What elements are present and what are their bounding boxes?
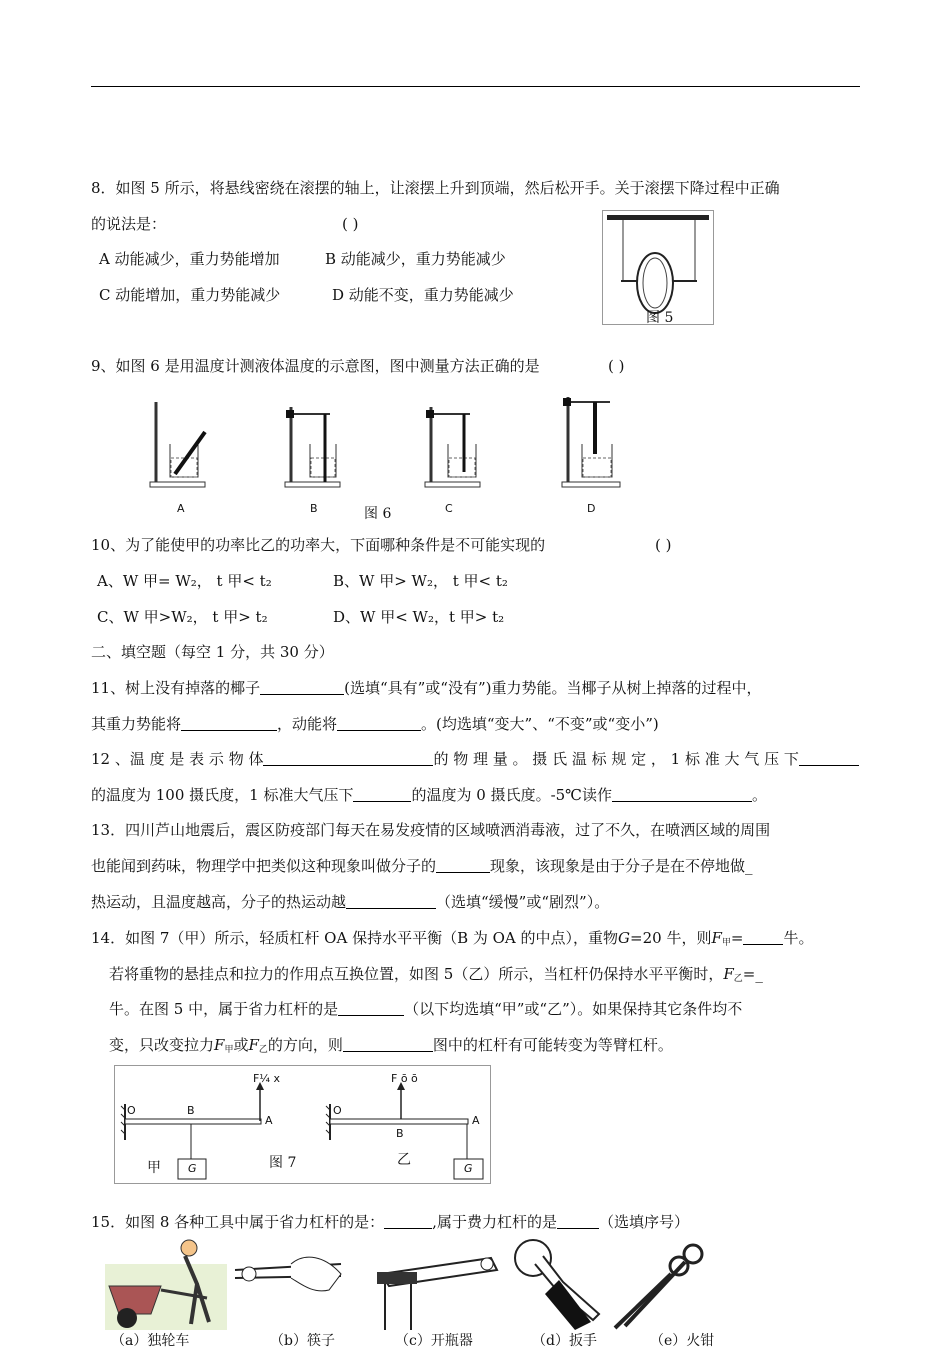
q8-line1: 8．如图 5 所示，将悬线密绕在滚摆的轴上，让滚摆上升到顶端，然后松开手。关于滚摆下降过程中正确: [91, 179, 780, 197]
left-point-o: O: [127, 1104, 136, 1117]
figure-5-caption: 图 5: [646, 310, 674, 326]
q9-answer-paren: ( ): [608, 357, 625, 375]
setup-b: [285, 407, 340, 487]
q12-line2: [91, 784, 767, 806]
lever-yi-label: 乙: [397, 1152, 411, 1168]
q15-blank-1[interactable]: [384, 1213, 432, 1229]
q14-blank-3[interactable]: [343, 1036, 433, 1052]
q10-option-a: A、W 甲= W₂， t 甲< t₂: [97, 572, 272, 590]
figure-7-levers: [114, 1065, 491, 1184]
chopsticks-icon: [235, 1257, 341, 1291]
q10-answer-paren: ( ): [655, 536, 672, 554]
q12-text-d: 的温度为 0 摄氏度。-5℃读作: [411, 786, 612, 804]
setup-a-label: A: [177, 502, 185, 515]
q11-blank-2[interactable]: [181, 715, 277, 731]
section-2-title: 二、填空题（每空 1 分，共 30 分）: [91, 643, 334, 661]
left-point-b: B: [187, 1104, 195, 1117]
thermometer-setups: [140, 392, 640, 492]
q13-text-a: 也能闻到药味，物理学中把类似这种现象叫做分子的: [91, 857, 437, 875]
q14-text-h: （以下均选填“甲”或“乙”）。如果保持其它条件均不: [404, 1000, 743, 1018]
setup-d-label: D: [587, 502, 596, 515]
q12-text-b: 的 物 理 量 。 摄 氏 温 标 规 定 ， 1 标 准 大 气 压 下: [433, 750, 799, 768]
q15-blank-2[interactable]: [557, 1213, 599, 1229]
q14-line3: [109, 998, 742, 1020]
q12-blank-1[interactable]: [263, 750, 433, 766]
left-force-label: F¼ x: [253, 1072, 280, 1085]
q14-force-symbol: F: [711, 929, 722, 947]
figure-7-caption: 图 7: [269, 1155, 297, 1171]
right-weight-g: G: [464, 1162, 473, 1175]
q14-sub-yi-2: 乙: [258, 1045, 268, 1055]
tongs-icon: [615, 1245, 702, 1328]
figure-5-roller-pendulum: [602, 210, 714, 325]
q15-text-b: ,属于费力杠杆的是: [432, 1213, 557, 1231]
q14-text-b: =20 牛，则: [630, 929, 712, 947]
q8-option-d: D 动能不变，重力势能减少: [332, 286, 514, 304]
q12-blank-3[interactable]: [353, 786, 411, 802]
tool-drawings: [105, 1234, 725, 1330]
right-point-o: O: [333, 1104, 342, 1117]
q15-line: [91, 1211, 689, 1233]
q14-text-i: 变，只改变拉力: [109, 1036, 215, 1054]
q13-text-c: 热运动，且温度越高，分子的热运动越: [91, 893, 347, 911]
left-weight-g: G: [188, 1162, 197, 1175]
setup-a: [150, 402, 205, 487]
q11-blank-1[interactable]: [260, 679, 344, 695]
q14-text-l: 图中的杠杆有可能转变为等臂杠杆。: [432, 1036, 673, 1054]
q12-line1: [91, 748, 859, 770]
q12-text-c: 的温度为 100 摄氏度，1 标准大气压下: [91, 786, 354, 804]
q15-text-c: （选填序号）: [598, 1213, 689, 1231]
q10-option-b: B、W 甲> W₂， t 甲< t₂: [333, 572, 508, 590]
q14-text-d: 牛。: [783, 929, 814, 947]
q9-line: 9、如图 6 是用温度计测液体温度的示意图，图中测量方法正确的是: [91, 357, 540, 375]
lever-jia-label: 甲: [147, 1160, 161, 1176]
bottle-opener-icon: [377, 1258, 497, 1330]
q11-blank-3[interactable]: [337, 715, 421, 731]
q14-text-k: 的方向，则: [267, 1036, 343, 1054]
q14-force-symbol-2: F: [723, 965, 734, 983]
q14-text-e: 若将重物的悬挂点和拉力的作用点互换位置，如图 5（乙）所示，当杠杆仍保持水平平衡时，: [109, 965, 724, 983]
q13-blank-2[interactable]: [346, 893, 436, 909]
q8-line2-text: 的说法是：: [91, 215, 167, 233]
right-force-label: F ō ō: [391, 1072, 418, 1085]
q10-option-c: C、W 甲>W₂， t 甲> t₂: [97, 608, 268, 626]
q14-text-c: =: [730, 929, 744, 947]
q11-text-a: 11、树上没有掉落的椰子: [91, 679, 261, 697]
q13-line2: [91, 855, 753, 877]
wrench-icon: [515, 1240, 599, 1330]
q14-text-g: 牛。在图 5 中，属于省力杠杆的是: [109, 1000, 339, 1018]
header-rule: [91, 86, 860, 87]
q11-text-d: ，动能将: [277, 715, 338, 733]
figure-6-thermometers: [140, 392, 640, 517]
left-point-a: A: [265, 1114, 273, 1127]
q14-text-f: =_: [742, 965, 763, 983]
q14-blank-1[interactable]: [743, 929, 783, 945]
q14-sub-jia-2: 甲: [224, 1045, 234, 1055]
right-point-b: B: [396, 1127, 404, 1140]
q10-option-d: D、W 甲< W₂，t 甲> t₂: [333, 608, 505, 626]
wheelbarrow-icon: [105, 1240, 227, 1330]
tool-caption-c: （c）开瓶器: [395, 1333, 473, 1349]
q11-line2: [91, 713, 659, 735]
q11-text-e: 。(均选填“变大”、“不变”或“变小”): [421, 715, 659, 733]
q11-text-b: (选填“具有”或“没有”)重力势能。当椰子从树上掉落的过程中，: [344, 679, 762, 697]
q14-sub-jia: 甲: [721, 938, 731, 948]
q14-blank-2[interactable]: [338, 1000, 404, 1016]
q10-line: 10、为了能使甲的功率比乙的功率大，下面哪种条件是不可能实现的: [91, 536, 546, 554]
q8-option-c: C 动能增加，重力势能减少: [99, 286, 281, 304]
q14-line4: [109, 1034, 673, 1061]
figure-8-tools: [105, 1234, 725, 1330]
tool-caption-b: （b）筷子: [270, 1333, 335, 1349]
q12-blank-2[interactable]: [799, 750, 859, 766]
setup-c-label: C: [445, 502, 453, 515]
q14-force-symbol-3: F: [214, 1036, 225, 1054]
q8-line2: [91, 213, 166, 235]
q15-text-a: 15．如图 8 各种工具中属于省力杠杆的是：: [91, 1213, 385, 1231]
q8-option-b: B 动能减少，重力势能减少: [325, 250, 506, 268]
q14-line1: [91, 927, 813, 954]
q14-weight-symbol: G: [618, 929, 631, 947]
tool-caption-d: （d）扳手: [532, 1333, 597, 1349]
q13-line1: 13．四川芦山地震后，震区防疫部门每天在易发疫情的区域喷洒消毒液，过了不久，在喷洒区域的周围: [91, 821, 771, 839]
setup-d: [562, 397, 620, 487]
q8-option-a: A 动能减少，重力势能增加: [99, 250, 280, 268]
q13-text-d: （选填“缓慢”或“剧烈”）。: [436, 893, 610, 911]
q14-text-a: 14．如图 7（甲）所示，轻质杠杆 OA 保持水平平衡（B 为 OA 的中点），重物: [91, 929, 619, 947]
lever-drawings: [115, 1066, 490, 1183]
q12-text-e: 。: [751, 786, 767, 804]
q11-line1: [91, 677, 761, 699]
q14-text-j: 或: [233, 1036, 249, 1054]
q11-text-c: 其重力势能将: [91, 715, 182, 733]
figure-6-caption: 图 6: [364, 506, 392, 522]
q14-force-symbol-4: F: [248, 1036, 259, 1054]
q12-text-a: 12 、温 度 是 表 示 物 体: [91, 750, 264, 768]
q14-sub-yi: 乙: [733, 974, 743, 984]
tool-caption-a: （a）独轮车: [111, 1333, 190, 1349]
setup-b-label: B: [310, 502, 318, 515]
tool-caption-e: （e）火钳: [650, 1333, 715, 1349]
q13-blank-1[interactable]: [436, 857, 490, 873]
q13-line3: [91, 891, 609, 913]
right-point-a: A: [472, 1114, 480, 1127]
q12-blank-4[interactable]: [612, 786, 752, 802]
q13-text-b: 现象，该现象是由于分子是在不停地做_: [490, 857, 753, 875]
q14-line2: [109, 963, 763, 990]
setup-c: [425, 407, 480, 487]
q8-answer-paren: ( ): [342, 215, 359, 233]
